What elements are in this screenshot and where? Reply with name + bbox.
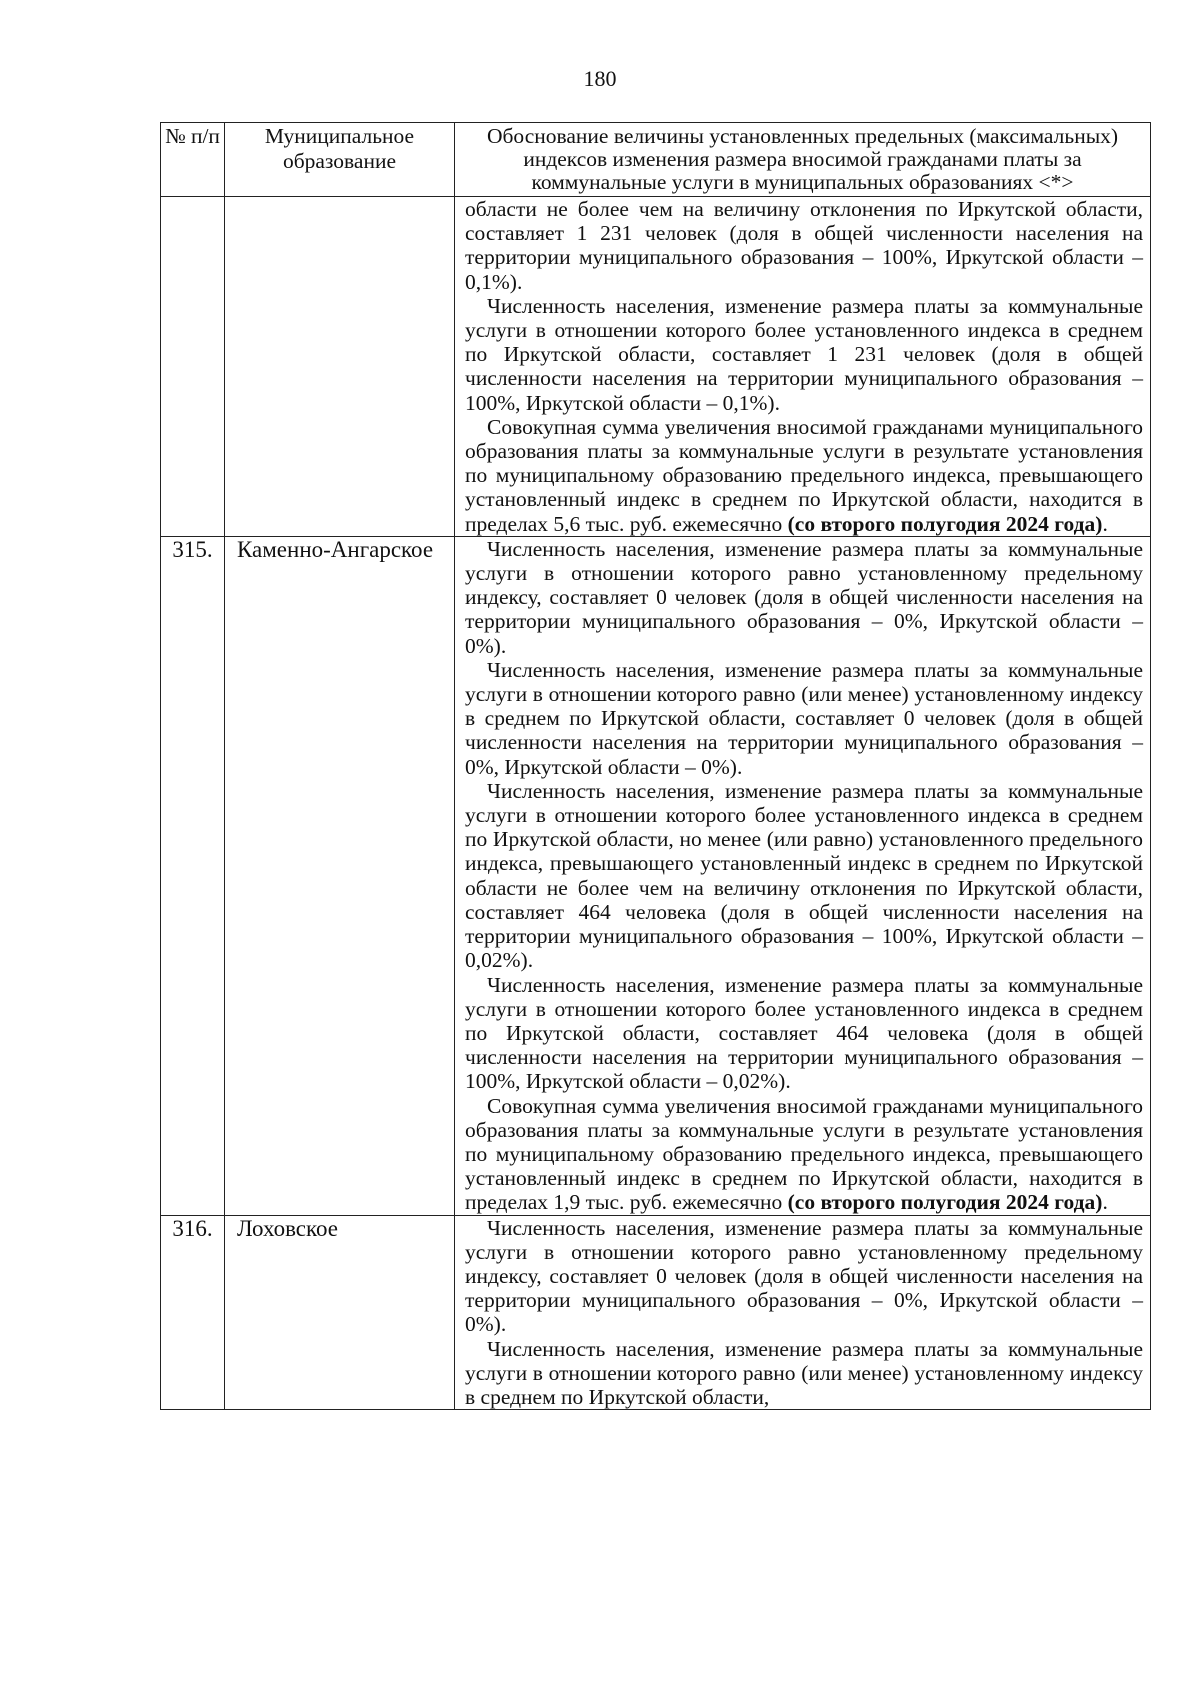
justification-paragraph bbox=[465, 294, 1143, 415]
paragraph-text: Численность населения, изменение размера платы за коммунальные услуги в отношении которого равно (или менее) установленному индексу в среднем по Иркутской области, bbox=[465, 1336, 1143, 1409]
paragraph-bold-period: (со второго полугодия 2024 года) bbox=[787, 511, 1103, 536]
justification-paragraph bbox=[465, 1216, 1143, 1337]
paragraph-text: Совокупная сумма увеличения вносимой гражданами муниципального образования платы за коммунальные услуги в результате установления по муниципальному образованию предельного индекса, превышающего установленный индекс в среднем по Иркутской области, находится в пределах 1,9 тыс. руб. ежемесячно bbox=[465, 1093, 1143, 1215]
page-number: 180 bbox=[583, 66, 617, 91]
justification-paragraph bbox=[465, 779, 1143, 973]
row-justification bbox=[455, 536, 1151, 1215]
paragraph-text: Совокупная сумма увеличения вносимой гражданами муниципального образования платы за коммунальные услуги в результате установления по муниципальному образованию предельного индекса, превышающего установленный индекс в среднем по Иркутской области, находится в пределах 5,6 тыс. руб. ежемесячно bbox=[465, 414, 1143, 536]
row-municipality bbox=[225, 197, 455, 537]
paragraph-text: Численность населения, изменение размера платы за коммунальные услуги в отношении которого более установленного индекса в среднем по Иркутской области, составляет 1 231 человек (доля в общей численности населения на территории муниципального образования – 100%, Иркутской области – 0,1%). bbox=[465, 293, 1143, 415]
row-municipality: Каменно-Ангарское bbox=[225, 536, 455, 1215]
justification-paragraph bbox=[465, 537, 1143, 658]
paragraph-text: Численность населения, изменение размера платы за коммунальные услуги в отношении которого более установленного индекса в среднем по Иркутской области, составляет 464 человека (доля в общей численности населения на территории муниципального образования – 100%, Иркутской области – 0,02%). bbox=[465, 972, 1143, 1094]
justification-paragraph bbox=[465, 1337, 1143, 1410]
header-municipality: Муниципальное образование bbox=[225, 123, 455, 197]
paragraph-bold-period: (со второго полугодия 2024 года) bbox=[787, 1190, 1103, 1215]
paragraph-tail: . bbox=[1102, 1190, 1108, 1215]
justification-paragraph bbox=[465, 973, 1143, 1094]
paragraph-tail: . bbox=[1102, 511, 1108, 536]
table-header-row bbox=[161, 123, 1151, 197]
table-body bbox=[161, 197, 1151, 1410]
paragraph-text: Численность населения, изменение размера платы за коммунальные услуги в отношении которого равно установленному предельному индексу, составляет 0 человек (доля в общей численности населения на территории муниципального образования – 0%, Иркутской области – 0%). bbox=[465, 536, 1143, 658]
paragraph-text: области не более чем на величину отклонения по Иркутской области, составляет 1 231 человек (доля в общей численности населения на территории муниципального образования – 100%, Иркутской области – 0,1%). bbox=[465, 197, 1143, 294]
row-number: 316. bbox=[161, 1215, 225, 1410]
justification-paragraph bbox=[465, 1094, 1143, 1215]
justification-paragraph bbox=[465, 658, 1143, 779]
row-number bbox=[161, 197, 225, 537]
justification-table bbox=[160, 122, 1151, 1410]
paragraph-text: Численность населения, изменение размера платы за коммунальные услуги в отношении которого равно установленному предельному индексу, составляет 0 человек (доля в общей численности населения на территории муниципального образования – 0%, Иркутской области – 0%). bbox=[465, 1215, 1143, 1337]
row-municipality: Лоховское bbox=[225, 1215, 455, 1410]
justification-paragraph bbox=[465, 415, 1143, 536]
header-num: № п/п bbox=[161, 123, 225, 197]
table-row bbox=[161, 197, 1151, 537]
row-justification bbox=[455, 1215, 1151, 1410]
paragraph-text: Численность населения, изменение размера платы за коммунальные услуги в отношении которого равно (или менее) установленному индексу в среднем по Иркутской области, составляет 0 человек (доля в общей численности населения на территории муниципального образования – 0%, Иркутской области – 0%). bbox=[465, 657, 1143, 779]
paragraph-text: Численность населения, изменение размера платы за коммунальные услуги в отношении которого более установленного индекса в среднем по Иркутской области, но менее (или равно) установленного предельного индекса, превышающего установленный индекс в среднем по Иркутской области не более чем на величину отклонения по Иркутской области, составляет 464 человека (доля в общей численности населения на территории муниципального образования – 100%, Иркутской области – 0,02%). bbox=[465, 778, 1143, 973]
justification-paragraph bbox=[465, 197, 1143, 294]
table-row bbox=[161, 536, 1151, 1215]
row-number: 315. bbox=[161, 536, 225, 1215]
row-justification bbox=[455, 197, 1151, 537]
table-row bbox=[161, 1215, 1151, 1410]
header-justification: Обоснование величины установленных предельных (максимальных) индексов изменения размера вносимой гражданами платы за коммунальные услуги в муниципальных образованиях <*> bbox=[455, 123, 1151, 197]
